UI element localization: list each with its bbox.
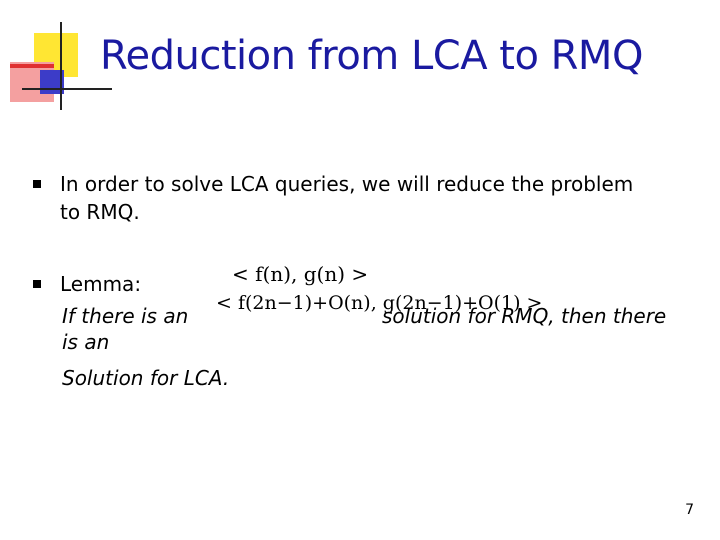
- deco-horizontal-line: [22, 88, 112, 90]
- lemma-prefix: If there is an: [62, 304, 189, 328]
- lemma-line-3: Solution for LCA.: [62, 366, 230, 390]
- lemma-label: Lemma:: [60, 272, 142, 296]
- lemma-middle: solution for RMQ, then there: [382, 304, 667, 328]
- corner-decoration: [0, 0, 110, 110]
- math-rmq-complexity: < f(n), g(n) >: [232, 262, 369, 286]
- bullet-1-marker: [33, 180, 41, 188]
- bullet-1-line-2: to RMQ.: [60, 200, 140, 224]
- math-lca-complexity: < f(2n−1)+O(n), g(2n−1)+O(1) >: [216, 292, 543, 314]
- deco-red-line: [10, 64, 54, 68]
- bullet-2-marker: [33, 280, 41, 288]
- bullet-1-line-1: In order to solve LCA queries, we will reduce the problem: [60, 172, 634, 196]
- lemma-line-2: is an: [62, 330, 110, 354]
- deco-vertical-line: [60, 22, 62, 110]
- page-number: 7: [685, 502, 694, 518]
- page-title: Reduction from LCA to RMQ: [100, 33, 643, 79]
